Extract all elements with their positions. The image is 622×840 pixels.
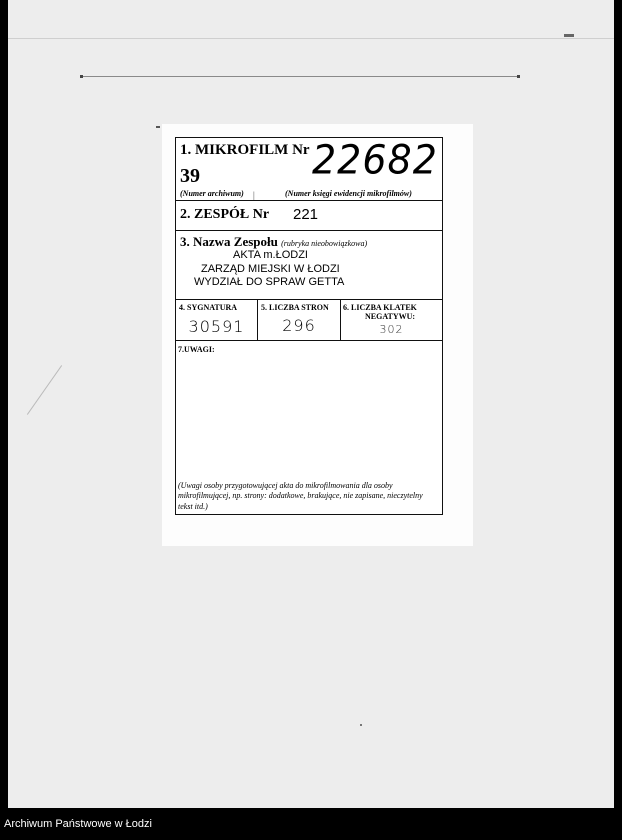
scan-scratch (27, 365, 62, 415)
uwagi-note: (Uwagi osoby przygotowującej akta do mikrofilmowania dla osoby mikrofilmującej, np. strony: dodatkowe, brakujące, nie zapisane, nieczytelny tekst itd.) (178, 480, 423, 511)
zespol-row (176, 201, 442, 231)
nazwa-line: WYDZIAŁ DO SPRAW GETTA (194, 276, 345, 288)
liczba-klatek-label (343, 303, 417, 321)
liczba-klatek-value: 302 (379, 323, 404, 336)
archive-number-caption: (Numer archiwum) (180, 189, 244, 198)
liczba-stron-value: 296 (282, 316, 316, 335)
hanging-wire (80, 76, 520, 77)
nazwa-note: (rubryka nieobowiązkowa) (281, 239, 368, 248)
mikrofilm-row (176, 138, 442, 201)
nazwa-lines (176, 249, 442, 290)
archive-name: Archiwum Państwowe w Łodzi (4, 818, 152, 830)
uwagi-label: 7.UWAGI: (178, 345, 215, 354)
zespol-number: 221 (293, 206, 319, 223)
caption-divider: | (253, 190, 255, 200)
nazwa-row (176, 231, 442, 300)
sheet-mark (156, 126, 160, 128)
nazwa-heading (180, 234, 367, 250)
microfilm-card (175, 137, 443, 515)
uwagi-row (176, 341, 442, 514)
scan-speck (360, 724, 362, 726)
archive-number: 39 (180, 165, 200, 187)
sygnatura-cell (176, 300, 258, 340)
mikrofilm-number: 22682 (312, 136, 438, 184)
nazwa-line: ZARZĄD MIEJSKI W ŁODZI (201, 262, 340, 275)
liczba-klatek-cell (341, 300, 442, 340)
details-row (176, 300, 442, 341)
register-caption: (Numer księgi ewidencji mikrofilmów) (285, 189, 412, 198)
zespol-label: 2. ZESPÓŁ Nr (180, 207, 270, 222)
scan-mark (564, 34, 574, 37)
liczba-klatek-label-line1: 6. LICZBA KLATEK (343, 303, 417, 312)
scan-top-line (8, 38, 614, 39)
liczba-stron-cell (258, 300, 341, 340)
sygnatura-label: 4. SYGNATURA (179, 303, 238, 312)
document-sheet (162, 124, 473, 546)
footer-bar (0, 808, 622, 840)
liczba-stron-label: 5. LICZBA STRON (261, 303, 329, 312)
scanned-page (8, 0, 614, 808)
nazwa-label: 3. Nazwa Zespołu (180, 234, 278, 249)
nazwa-line: AKTA m.ŁODZI (233, 249, 308, 261)
sygnatura-value: 30591 (188, 317, 245, 336)
mikrofilm-label: 1. MIKROFILM Nr (180, 142, 310, 158)
liczba-klatek-label-line2: NEGATYWU: (365, 312, 416, 321)
